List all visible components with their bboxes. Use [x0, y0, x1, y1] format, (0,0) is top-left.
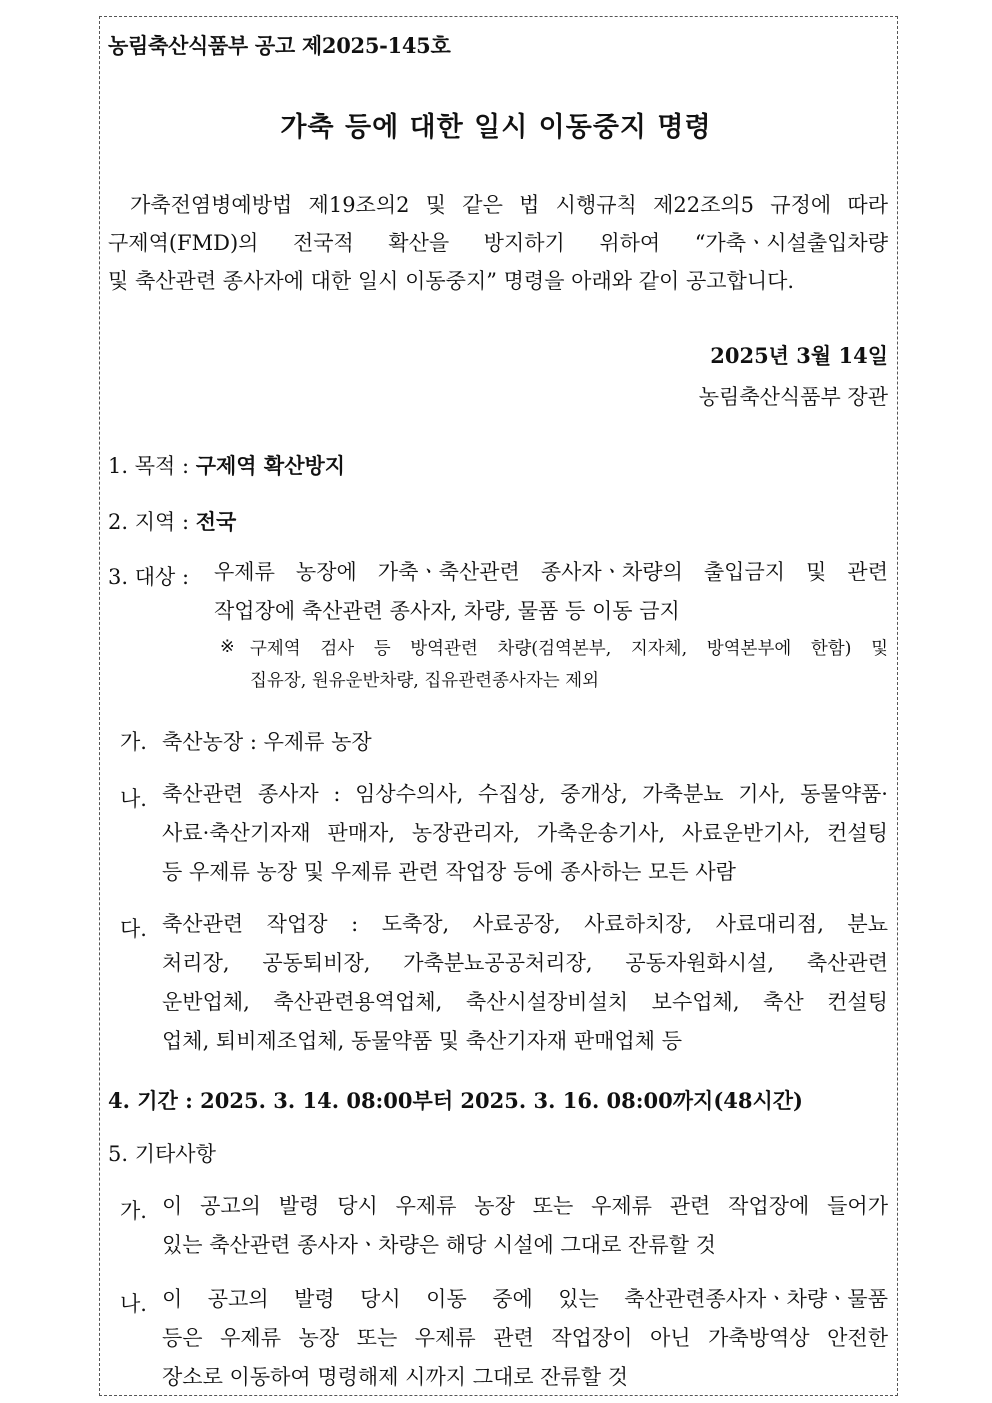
item-purpose	[108, 450, 345, 480]
text-line: 축산관련 작업장 : 도축장, 사료공장, 사료하치장, 사료대리점, 분뇨	[162, 912, 888, 936]
item-target-text	[214, 553, 888, 631]
text-line: 등은 우제류 농장 또는 우제류 관련 작업장이 아닌 가축방역상 안전한	[162, 1326, 888, 1350]
text-line: 축산관련 종사자 : 임상수의사, 수집상, 중개상, 가축분뇨 기사, 동물약품·	[162, 782, 888, 806]
text-line: 등 우제류 농장 및 우제류 관련 작업장 등에 종사하는 모든 사람	[162, 860, 736, 884]
sub-b-text	[162, 775, 888, 892]
text-line: 이 공고의 발령 당시 이동 중에 있는 축산관련종사자ㆍ차량ㆍ물품	[162, 1287, 888, 1311]
text-line: 우제류 농장에 가축ㆍ축산관련 종사자ㆍ차량의 출입금지 및 관련	[214, 560, 888, 584]
item-target-label: 3. 대상 :	[108, 565, 190, 589]
text-line: 작업장에 축산관련 종사자, 차량, 물품 등 이동 금지	[214, 599, 680, 623]
page-title: 가축 등에 대한 일시 이동중지 명령	[280, 112, 712, 143]
etc-sub-a-text	[162, 1187, 888, 1265]
issue-date: 2025년 3월 14일	[710, 343, 888, 368]
item-value: 구제역 확산방지	[195, 453, 346, 478]
intro-paragraph	[108, 186, 888, 300]
etc-sub-a-marker: 가.	[120, 1199, 147, 1223]
intro-line: 및 축산관련 종사자에 대한 일시 이동중지” 명령을 아래와 같이 공고합니다.	[108, 269, 795, 293]
item-label: 1. 목적 :	[108, 454, 190, 478]
etc-sub-b-marker: 나.	[120, 1292, 147, 1316]
text-line: 사료·축산기자재 판매자, 농장관리자, 가축운송기사, 사료운반기사, 컨설팅	[162, 821, 888, 845]
note-mark: ※	[220, 637, 235, 657]
sub-a-marker: 가.	[120, 730, 147, 754]
sub-a-text: 축산농장 : 우제류 농장	[162, 730, 372, 754]
item-label: 2. 지역 :	[108, 510, 190, 534]
text-line: 운반업체, 축산관련용역업체, 축산시설장비설치 보수업체, 축산 컨설팅	[162, 990, 888, 1014]
sub-c-text	[162, 905, 888, 1061]
text-line: 있는 축산관련 종사자ㆍ차량은 해당 시설에 그대로 잔류할 것	[162, 1233, 716, 1257]
text-line: 처리장, 공동퇴비장, 가축분뇨공공처리장, 공동자원화시설, 축산관련	[162, 951, 888, 975]
note-line: 구제역 검사 등 방역관련 차량(검역본부, 지자체, 방역본부에 한함) 및	[250, 639, 888, 659]
target-note	[250, 633, 888, 697]
notice-number: 농림축산식품부 공고 제2025-145호	[108, 33, 451, 58]
sub-b-marker: 나.	[120, 787, 147, 811]
item-region	[108, 506, 236, 536]
etc-sub-b-text	[162, 1280, 888, 1397]
item-value: 전국	[195, 509, 237, 534]
note-line: 집유장, 원유운반차량, 집유관련종사자는 제외	[250, 671, 600, 691]
text-line: 업체, 퇴비제조업체, 동물약품 및 축산기자재 판매업체 등	[162, 1029, 682, 1053]
intro-line: 가축전염병예방법 제19조의2 및 같은 법 시행규칙 제22조의5 규정에 따라	[130, 193, 888, 217]
text-line: 이 공고의 발령 당시 우제류 농장 또는 우제류 관련 작업장에 들어가	[162, 1194, 888, 1218]
text-line: 장소로 이동하여 명령해제 시까지 그대로 잔류할 것	[162, 1365, 629, 1389]
issuer: 농림축산식품부 장관	[698, 385, 888, 409]
item-period: 4. 기간 : 2025. 3. 14. 08:00부터 2025. 3. 16. 08:00까지(48시간)	[108, 1088, 803, 1113]
sub-c-marker: 다.	[120, 917, 147, 941]
item-etc-label: 5. 기타사항	[108, 1142, 216, 1166]
intro-line: 구제역(FMD)의 전국적 확산을 방지하기 위하여 “가축ㆍ시설출입차량	[108, 231, 888, 255]
